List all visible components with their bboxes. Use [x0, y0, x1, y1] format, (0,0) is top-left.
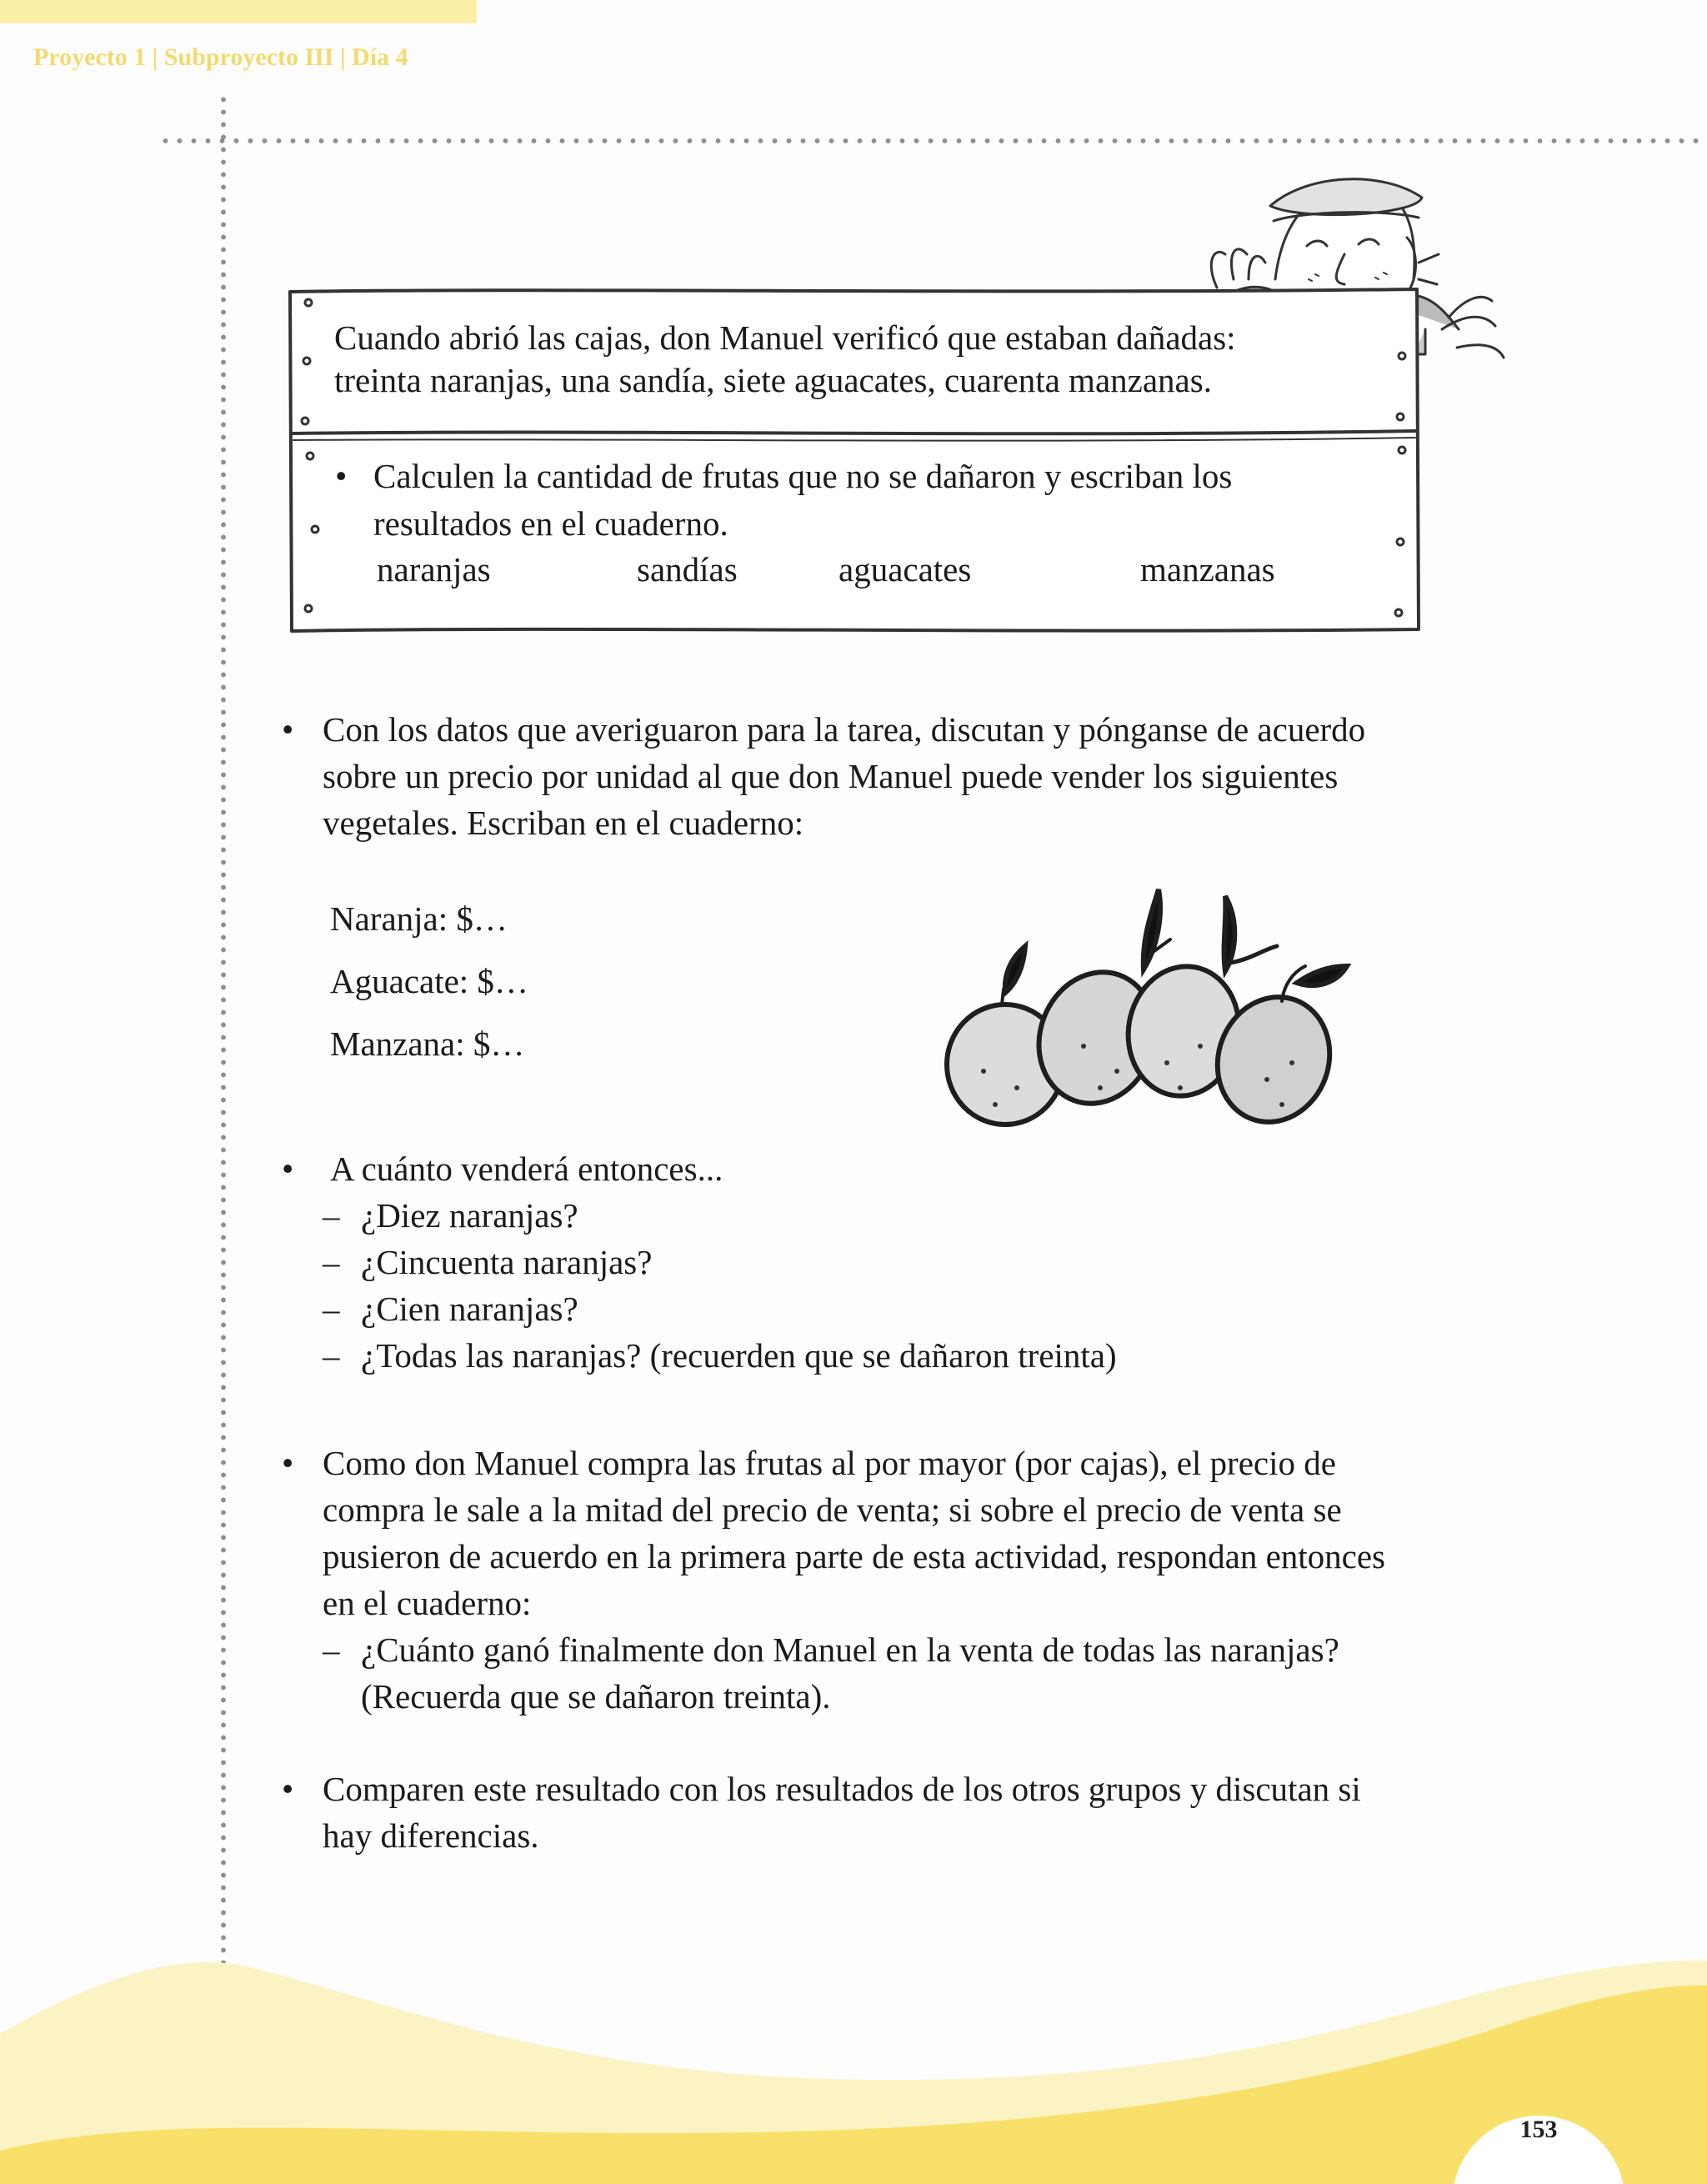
question-dash: – — [323, 1290, 340, 1328]
fruit-label-naranjas: naranjas — [377, 550, 491, 589]
question-dash: – — [323, 1630, 340, 1669]
fruit-label-sandias: sandías — [637, 550, 738, 589]
question-cincuenta-naranjas: ¿Cincuenta naranjas? — [361, 1243, 653, 1281]
question-cien-naranjas: ¿Cien naranjas? — [361, 1290, 578, 1328]
question-dash: – — [323, 1243, 340, 1281]
section4-bullet: • — [282, 1770, 294, 1808]
section3-question-line-2: (Recuerda que se dañaron treinta). — [361, 1677, 831, 1716]
dotted-margin-line — [221, 93, 226, 2184]
question-dash: – — [323, 1336, 340, 1375]
sign-intro-line-1: Cuando abrió las cajas, don Manuel verificó que estaban dañadas: — [334, 318, 1236, 357]
section2-bullet: • — [282, 1150, 294, 1188]
bottom-wave-decoration — [0, 1942, 1707, 2184]
section1-line-1: Con los datos que averiguaron para la tarea, discutan y pónganse de acuerdo — [323, 710, 1366, 749]
section3-line-1: Como don Manuel compra las frutas al por mayor (por cajas), el precio de — [323, 1444, 1336, 1482]
section3-bullet: • — [282, 1444, 294, 1482]
sign-task-line-2: resultados en el cuaderno. — [373, 504, 728, 543]
section3-line-3: pusieron de acuerdo en la primera parte de esta actividad, respondan entonces — [323, 1537, 1386, 1575]
section1-line-2: sobre un precio por unidad al que don Manuel puede vender los siguientes — [323, 757, 1339, 795]
page-number: 153 — [1519, 2116, 1558, 2143]
question-dash: – — [323, 1196, 340, 1235]
dotted-header-line — [158, 138, 1707, 143]
section4-line-2: hay diferencias. — [323, 1816, 539, 1855]
sign-bullet: • — [335, 457, 348, 495]
question-diez-naranjas: ¿Diez naranjas? — [361, 1196, 578, 1235]
section3-question-line-1: ¿Cuánto ganó finalmente don Manuel en la venta de todas las naranjas? — [361, 1630, 1339, 1669]
section4-line-1: Comparen este resultado con los resultados de los otros grupos y discutan si — [323, 1770, 1361, 1808]
question-todas-naranjas: ¿Todas las naranjas? (recuerden que se dañaron treinta) — [361, 1336, 1117, 1375]
price-manzana: Manzana: $… — [330, 1024, 525, 1063]
top-accent-bar — [0, 0, 477, 23]
section3-line-2: compra le sale a la mitad del precio de venta; si sobre el precio de venta se — [323, 1490, 1342, 1529]
section1-line-3: vegetales. Escriban en el cuaderno: — [323, 804, 804, 842]
oranges-illustration — [934, 879, 1442, 1142]
sign-intro-line-2: treinta naranjas, una sandía, siete aguacates, cuarenta manzanas. — [334, 361, 1212, 399]
page-header: Proyecto 1 | Subproyecto III | Día 4 — [33, 43, 408, 71]
section1-bullet: • — [282, 710, 294, 749]
price-aguacate: Aguacate: $… — [330, 962, 528, 1000]
fruit-label-manzanas: manzanas — [1140, 550, 1275, 589]
fruit-label-aguacates: aguacates — [838, 550, 972, 589]
section2-intro: A cuánto venderá entonces... — [330, 1150, 723, 1188]
section3-line-4: en el cuaderno: — [323, 1584, 532, 1622]
sign-task-line-1: Calculen la cantidad de frutas que no se dañaron y escriban los — [373, 457, 1233, 495]
price-naranja: Naranja: $… — [330, 899, 508, 938]
